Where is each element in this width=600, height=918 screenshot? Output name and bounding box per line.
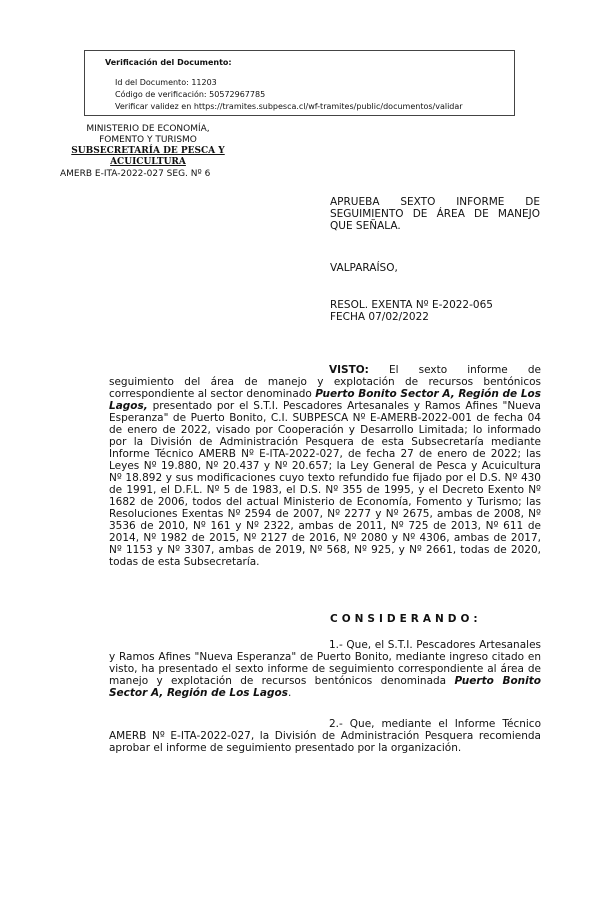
verification-title: Verificación del Documento: xyxy=(105,58,232,67)
visto-paragraph xyxy=(109,364,541,568)
reference-code: AMERB E-ITA-2022-027 SEG. Nº 6 xyxy=(60,169,211,179)
considerando-item1-area: Puerto Bonito Sector A, Región de Los Lagos xyxy=(109,675,541,699)
considerando-heading: CONSIDERANDO: xyxy=(330,613,482,625)
resolution-number: RESOL. EXENTA Nº E-2022-065 xyxy=(330,299,493,311)
considerando-item-2 xyxy=(109,718,541,754)
verification-list xyxy=(105,77,506,113)
considerando-item-1 xyxy=(109,639,541,699)
resolution-date: FECHA 07/02/2022 xyxy=(330,311,429,323)
resolution-subject: APRUEBA SEXTO INFORME DE SEGUIMIENTO DE ÁREA DE MANEJO QUE SEÑALA. xyxy=(330,196,540,232)
considerando-item2-text: 2.- Que, mediante el Informe Técnico AMERB Nº E-ITA-2022-027, la División de Administración Pesquera recomienda aprobar el informe de seguimiento presentado por la organización. xyxy=(109,718,541,754)
visto-area-name: Puerto Bonito Sector A, Región de Los Lagos, xyxy=(109,388,541,412)
visto-text-1: El sexto informe de seguimiento del área de manejo y explotación de recursos bentónicos correspondiente al sector denominado xyxy=(109,364,541,400)
document-id: • Id del Documento: 11203 xyxy=(115,77,506,89)
ministry-line2: FOMENTO Y TURISMO xyxy=(99,135,197,145)
visto-label: VISTO: xyxy=(329,364,369,376)
city: VALPARAÍSO, xyxy=(330,262,398,274)
visto-text-2: presentado por el S.T.I. Pescadores Artesanales y Ramos Afines "Nueva Esperanza" de Puerto Bonito, C.I. SUBPESCA Nº E-AMERB-2022-001 de fecha 04 de enero de 2022, visado por Cooperación y Desarrollo Limitada; lo informado por la División de Administración Pesquera de esta Subsecretaría mediante Informe Técnico AMERB Nº E-ITA-2022-027, de fecha 27 de enero de 2022; las Leyes Nº 19.880, Nº 20.437 y Nº 20.657; la Ley General de Pesca y Acuicultura Nº 18.892 y sus modificaciones cuyo texto refundido fue fijado por el D.S. Nº 430 de 1991, el D.F.L. Nº 5 de 1983, el D.S. Nº 355 de 1995, y el Decreto Exento Nº 1682 de 2006, todos del actual Ministerio de Economía, Fomento y Turismo; las Resoluciones Exentas Nº 2594 de 2007, Nº 2277 y Nº 2675, ambas de 2008, Nº 3536 de 2010, Nº 161 y Nº 2322, ambas de 2011, Nº 725 de 2013, Nº 611 de 2014, Nº 1982 de 2015, Nº 2127 de 2016, Nº 2080 y Nº 4306, ambas de 2017, Nº 1153 y Nº 3307, ambas de 2019, Nº 568, Nº 925, y Nº 2661, todas de 2020, todas de esta Subsecretaría. xyxy=(109,400,541,568)
verification-box xyxy=(84,50,515,116)
resolution-info xyxy=(330,299,540,323)
considerando-item1-end: . xyxy=(287,687,292,699)
ministry-header xyxy=(60,124,236,168)
considerando-item1-text: 1.- Que, el S.T.I. Pescadores Artesanales y Ramos Afines "Nueva Esperanza" de Puerto Bonito, mediante ingreso citado en visto, ha presentado el sexto informe de seguimiento correspondiente al área de manejo y explotación de recursos bentónicos denominada xyxy=(109,639,541,687)
ministry-line1: MINISTERIO DE ECONOMÍA, xyxy=(86,124,210,134)
verification-url[interactable]: • Verificar validez en https://tramites.subpesca.cl/wf-tramites/public/documentos/validar xyxy=(115,101,506,113)
subsecretaria-name: SUBSECRETARÍA DE PESCA Y ACUICULTURA xyxy=(71,146,225,167)
verification-code: • Código de verificación: 50572967785 xyxy=(115,89,506,101)
